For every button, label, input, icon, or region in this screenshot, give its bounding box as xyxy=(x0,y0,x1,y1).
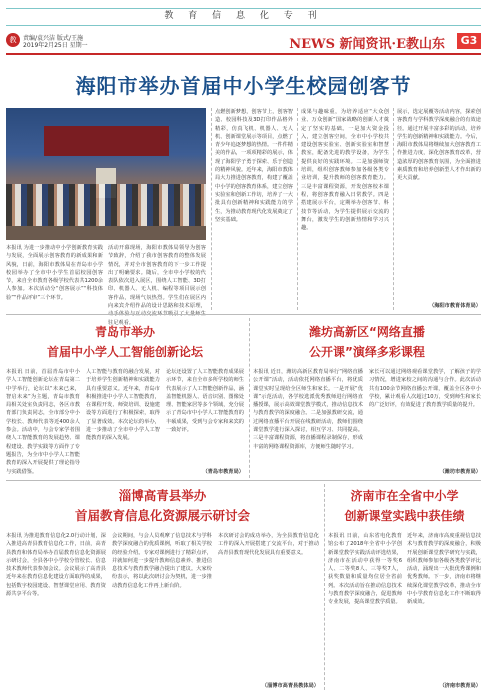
lead-column-1: 活动开幕现场，海阳市教体局领导为创客节致辞，介绍了我市创客教育的整体发展情况，并对全市创客教育的下一步工作提出了明确要求。随后，全市中小学校的代表队依次进入展区，围绕人工智能、3D打印、机器人、无人机、编程等项目展示创客作品，现场气氛热烈。学生们在展区内向来宾介绍作品的设计思路和技术原理， 驻足观看。 xyxy=(108,245,206,326)
story4-headline-2: 首届教育信息化资源展示研讨会 xyxy=(74,508,250,523)
lead-column-2: 点燃创新梦想，创客节上，创客智造、校园科技及3D打印作品格外精彩，仿真飞机、机器人、无人机、创新课堂展示等项目，点燃了青少年追逐梦想的热情。一件件精美的作品，一项项精彩的展示，体现了海阳学子勇于探索、乐于创造的精神风貌。近年来，海阳市教体局大力推进创客教育，构建了覆盖中小学的创客教育体系，建立创客实验室和创新工作坊，培养了一大批具有创新精神和实践能力的学生，为推动教育现代化发展奠定了坚实基础。 xyxy=(215,109,293,223)
story3-column-2: 家长可以通过网络观看课堂教学，了解孩子的学习情况，增进家校之间的沟通与合作。此次活动共有100余节网络直播公开课，覆盖全区各中小学校，累计观看人次超过10万，受到师生和家长的广泛好评，有效促进了教育教学质量的提升。 xyxy=(369,369,481,409)
story3-headline-1: 潍坊高新区“网络直播 xyxy=(309,325,425,339)
story5-source: （济南市教育局） xyxy=(439,683,481,689)
story2-source: （青岛市教育局） xyxy=(202,469,244,475)
story5-headline-1: 济南市在全省中小学 xyxy=(350,489,459,503)
column-divider xyxy=(393,108,394,310)
story2-column-1: 本报讯 日前，首届青岛市中小学人工智能创新论坛在青岛第二中学举行，论坛以“未来已来，智启未来”为主题，青岛市教育局相关处室负责同志，各区市教育部门负责同志，全市部分中小学校长、教师代表等近400余人参会。活动中，与会专家学者围绕人工智能教育的发展趋势、课程建设、教学实践等方面作了专题报告，为全市中小学人工智能教育的深入开展提供了理论指导与实践借鉴。 xyxy=(6,369,80,475)
supplement-title: 教 育 信 息 化 专 刊 xyxy=(164,11,323,21)
story5-headline-2: 创新课堂实践中获佳绩 xyxy=(344,509,465,523)
story2-headline-2: 首届中小学人工智能创新论坛 xyxy=(46,345,203,359)
header-rule xyxy=(6,53,481,55)
editor-credit: 责编/袁兴洁 版式/王施 xyxy=(23,35,83,42)
story4-column-1: 本报讯 为推进教育信息化2.0行动计划，深入推进高青县教育信息化工作，日前，高青县教育和体育局举办首届教育信息化资源展示研讨会，全县各中小学校分管校长、信息技术教师代表参加会议。会议展示了高青县近年来在教育信息化建设方面取得的成果，包括数字校园建设、智慧课堂应用、教育资源共享平台等。 xyxy=(6,533,106,598)
section-rule xyxy=(6,314,481,315)
column-divider xyxy=(249,318,250,478)
story4-column-2: 会议期间，与会人员观摩了信息技术与学科教学深度融合的优质课例，听取了相关学校的经验介绍。专家对课例进行了精彩点评，并就如何进一步提升教师信息素养、推进信息技术与教育教学融合提出了建议。大家纷纷表示，将以此次研讨会为契机，进一步推动教育信息化工作再上新台阶。 xyxy=(112,533,212,589)
story2-column-2: 人工智能与教育的融合发展，对于培养学生创新精神和实践能力具有重要意义。近年来，青岛市积极推进中小学人工智能教育，在课程开发、师资培训、设施建设等方面进行了积极探索，取得了显著成效。本次论坛的举办，进一步推动了全市中小学人工智能教育的深入发展。 xyxy=(86,369,160,442)
story2-headline-1: 青岛市举办 xyxy=(94,325,155,339)
story3-headline-2: 公开课”演绎多彩课程 xyxy=(309,345,425,359)
story5-column-2: 近年来，济南市高度重视信息技术与教育教学的深度融合，积极开展创新课堂教学研究与实践，组织教师参加各级各类教学评比活动，涌现出一大批优秀课例和优秀教师。下一步，济南市将继续深化课堂教学改革，推动全市中小学教育信息化工作不断取得新成效。 xyxy=(407,533,481,606)
section-name: NEWS 新闻资讯·E教山东 xyxy=(289,37,445,52)
floor xyxy=(6,226,206,240)
event-photo xyxy=(6,108,206,240)
story3-column-1: 本报讯 近日，潍坊高新区教育局举行“网络直播公开课”活动，活动依托网络直播平台，将优质课堂实时呈现给全区师生和家长。一是开展“优课”示范活动，各学校选派优秀教师进行网络直播授课，展示高效课堂教学模式，推动信息技术与教育教学的深度融合。二是加强教研交流，通过网络直播平台开展在线教研活动，教师们围绕课堂教学进行深入探讨，相互学习、共同提高。三是丰富课程资源，将直播课程录制保存，形成丰富的网络课程资源库，方便师生随时学习。 xyxy=(253,369,363,450)
lead-source: （海阳市教育体育局） xyxy=(429,303,481,309)
newspaper-logo-icon: 教 xyxy=(6,33,20,47)
stage-banner xyxy=(44,126,169,156)
story5-column-1: 本报讯 日前，山东省电化教育馆公布了2018年全省中小学创新课堂教学实践活动评选结果，济南市在活动中获得一等奖6人、二等奖8人、三等奖7人，获奖数量和质量均位居全省前列。本次活动旨在推动信息技术与教育教学深度融合，促进教师专业发展，提高课堂教学质量。 xyxy=(328,533,402,606)
column-divider xyxy=(211,108,212,310)
story2-column-3: 论坛还设置了人工智能教育成果展示环节，来自全市多所学校的师生代表展示了人工智能创新作品，涵盖智能机器人、语音识别、图像处理、智能家居等多个领域，充分展示了青岛市中小学人工智能教育的丰硕成果，受到与会专家和来宾的一致好评。 xyxy=(166,369,244,434)
column-divider xyxy=(297,108,298,310)
section-rule xyxy=(6,480,481,481)
lead-column-4: 展示，选定展覆等活动内容，探索创客教育与学科教学深度融合的有效途径。通过开展丰富多彩的活动，培养学生的创新精神和实践能力。今后，海阳市教体局将继续加大创客教育工作推进力度，深化创客教育改革，营造浓厚的创客教育氛围，为全面推进素质教育和培养创新型人才作出新的更大贡献。 xyxy=(397,109,481,182)
info-bar xyxy=(6,33,481,52)
page-number: G3 xyxy=(457,33,481,49)
lead-caption: 本报讯 为进一步推动中小学创新教育实践与发展，全面展示创客教育的新成果和新风貌，日前，海阳市教体局在青岛市小学校园举办了全市中小学生首届校园创客节，来自全市教育各级学校代表共1200余人参加。本次活动分“创客展示”“科技体验”“作品评审”三个环节。 xyxy=(6,245,103,301)
lead-headline: 海阳市举办首届中小学生校园创客节 xyxy=(75,74,412,98)
story4-headline-1: 淄博高青县举办 xyxy=(118,488,207,503)
masthead xyxy=(0,0,487,30)
story3-source: （潍坊市教育局） xyxy=(439,469,481,475)
story4-column-3: 本次研讨会的成功举办，为全县教育信息化工作的深入开展搭建了交流平台，对于推动高青县教育现代化发展具有重要意义。 xyxy=(218,533,319,556)
column-divider xyxy=(324,484,325,690)
issue-date: 2019年2月25日 星期一 xyxy=(23,42,88,49)
story4-source: （淄博市高青县教体局） xyxy=(261,683,319,689)
lead-column-3: 成果与趣味重，为培养适应“大众创业、万众创新”国家战略的创新人才奠定了坚实的基础。一是加大资金投入，建立创客空间，全市中小学校共建设创客实验室、创新实验室和智慧教室，配备先进的教学设备，为学生提供良好的实践环境。二是加强师资培训，组织创客教师参加各级各类专业培训，提升教师的创客教育能力。三是丰富课程资源，开发创客校本课程，将创客教育融入日常教学。四是搭建展示平台，定期举办创客节、科技节等活动，为学生提供展示交流的舞台，激发学生的创新热情和学习兴趣。 xyxy=(301,109,389,232)
